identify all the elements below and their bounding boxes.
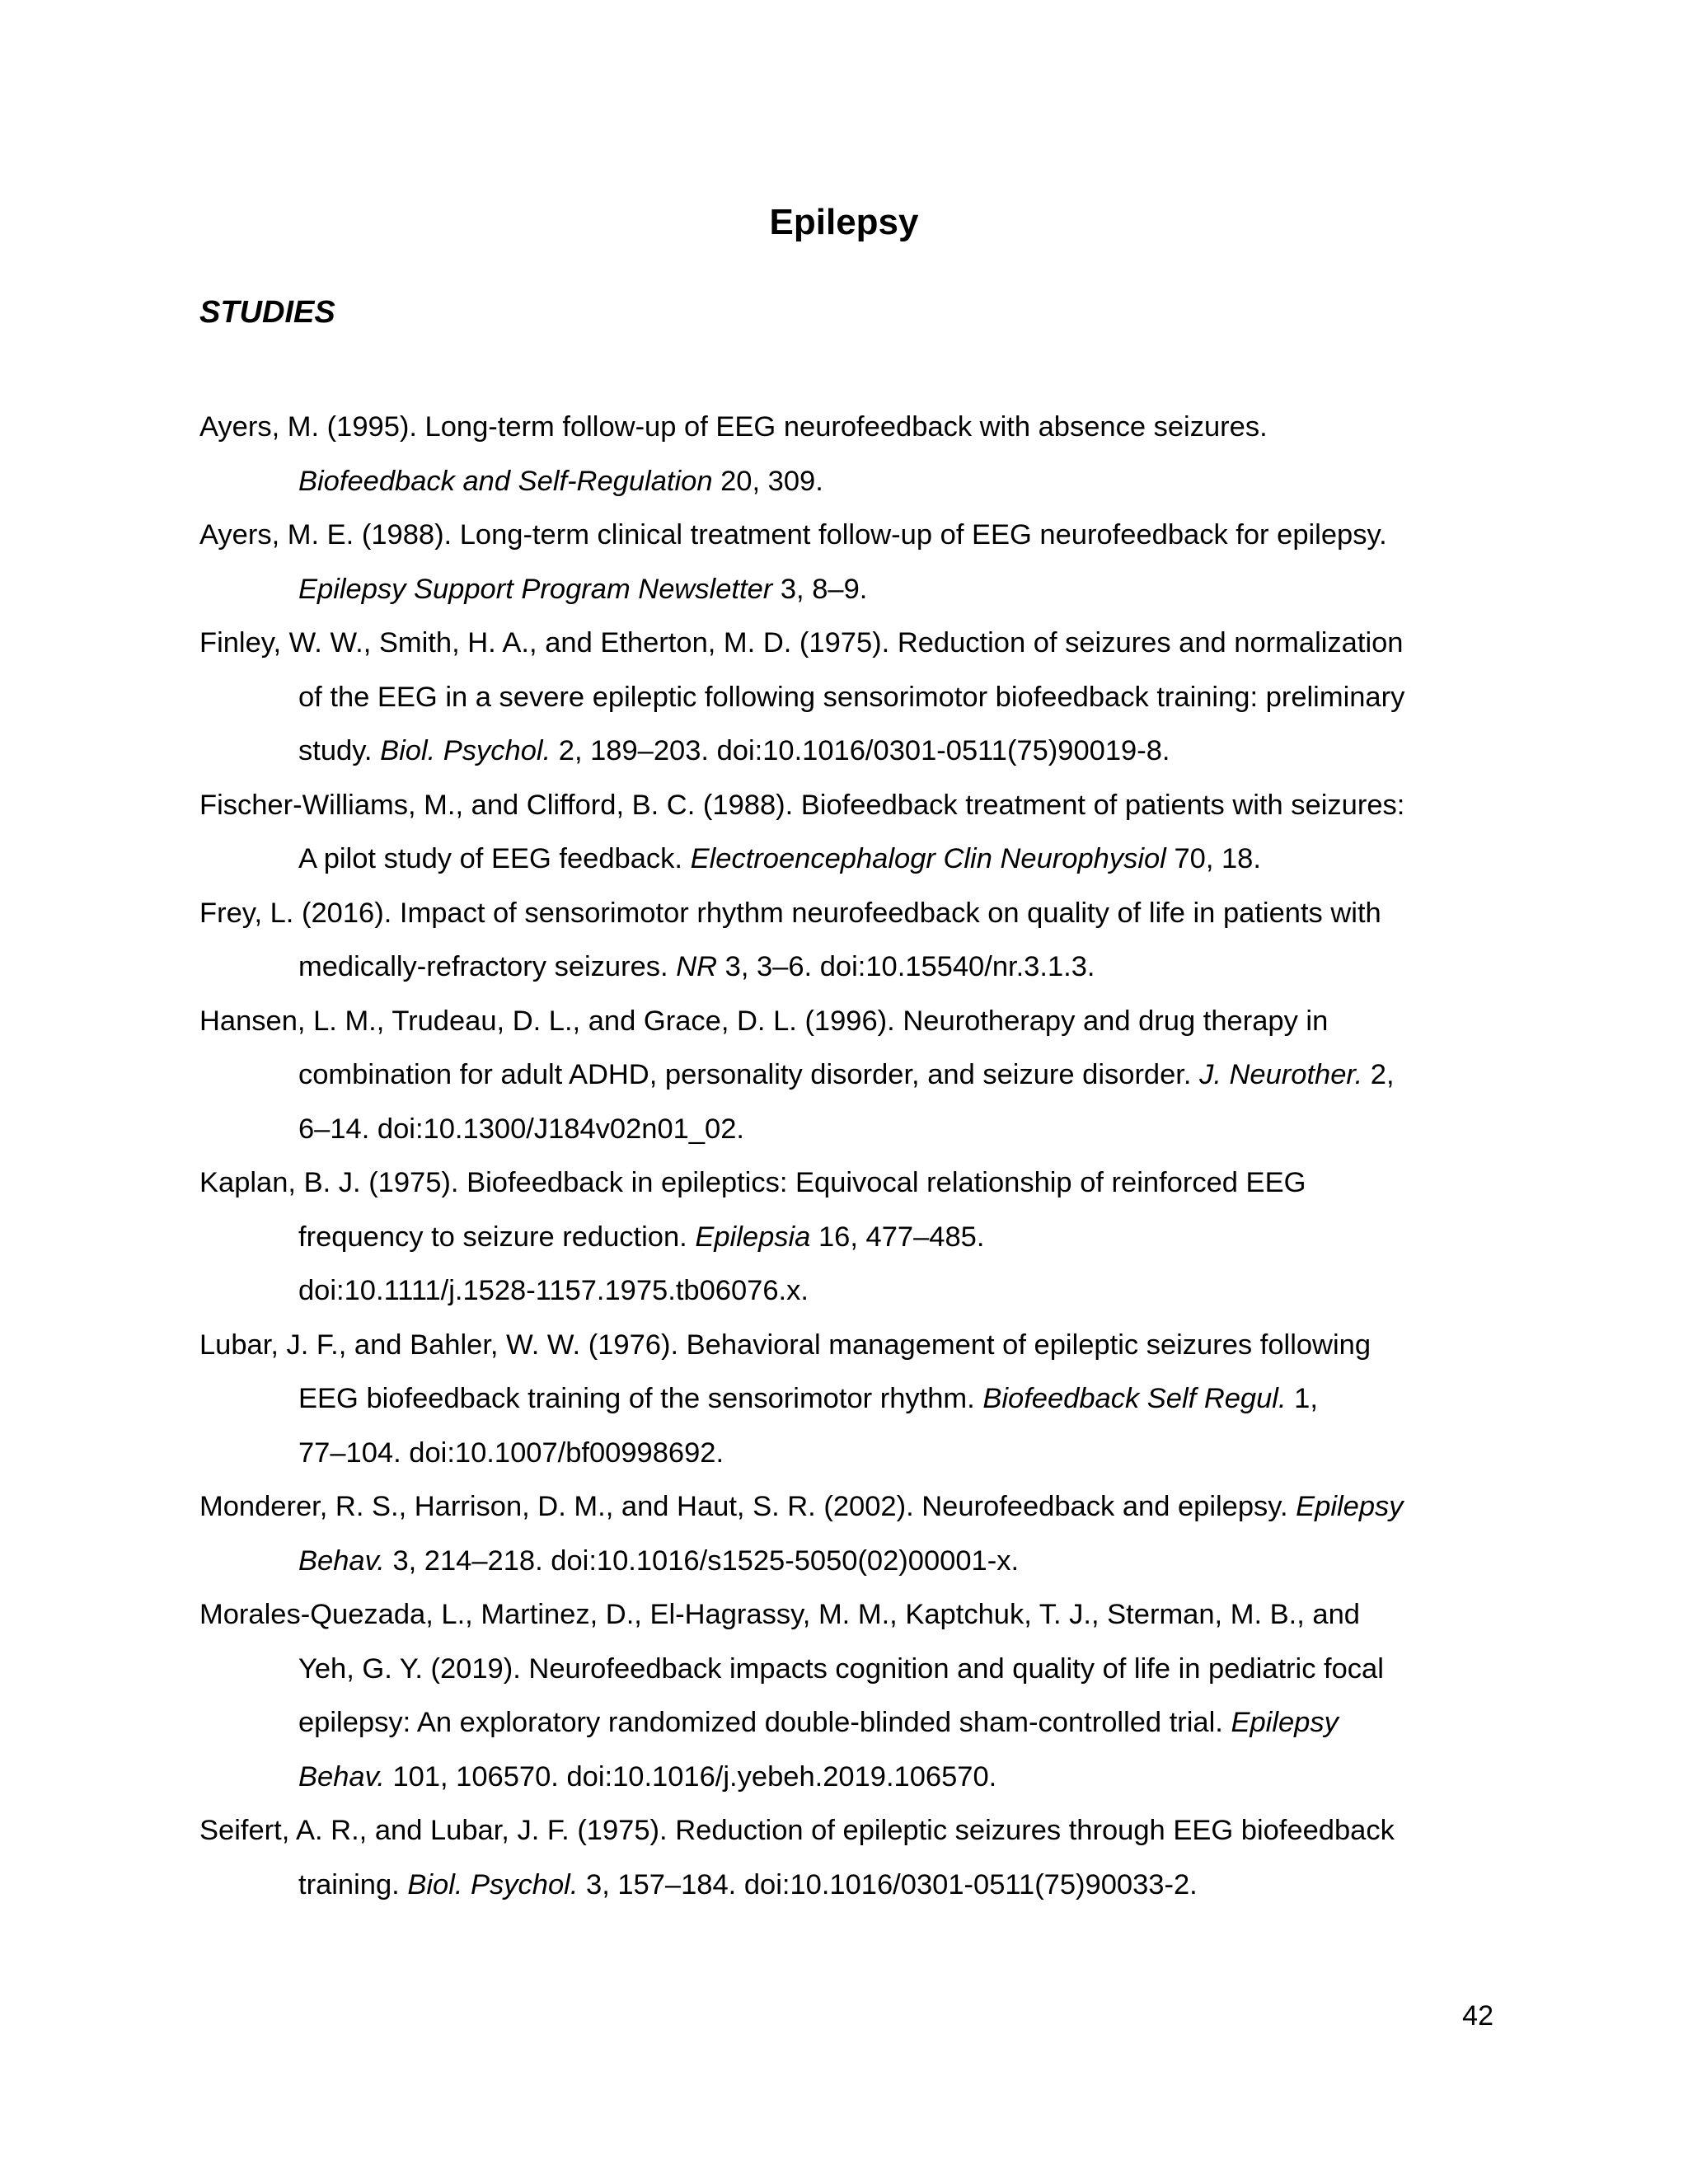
reference-text: medically-refractory seizures. bbox=[298, 951, 677, 982]
reference-text: EEG biofeedback training of the sensorimotor rhythm. bbox=[298, 1383, 983, 1414]
reference-text: 3, 214–218. doi:10.1016/s1525-5050(02)00001-x. bbox=[384, 1544, 1020, 1577]
reference-text: A pilot study of EEG feedback. bbox=[298, 843, 691, 874]
reference-entry bbox=[199, 887, 1502, 995]
reference-line bbox=[298, 1696, 1502, 1750]
reference-text: 16, 477–485. bbox=[810, 1221, 985, 1253]
reference-line bbox=[199, 779, 1502, 833]
reference-line bbox=[199, 1319, 1502, 1373]
reference-text: Yeh, G. Y. (2019). Neurofeedback impacts cognition and quality of life in pediatric focal bbox=[298, 1652, 1384, 1685]
reference-line bbox=[298, 832, 1502, 887]
reference-italic-text: Epilepsy bbox=[1231, 1707, 1339, 1738]
reference-entry bbox=[199, 995, 1502, 1157]
reference-text: 3, 3–6. doi:10.15540/nr.3.1.3. bbox=[717, 951, 1095, 982]
reference-text: frequency to seizure reduction. bbox=[298, 1221, 696, 1253]
reference-text: Finley, W. W., Smith, H. A., and Etherton, M. D. (1975). Reduction of seizures and normalization bbox=[199, 627, 1404, 658]
reference-list bbox=[199, 401, 1502, 1912]
reference-line bbox=[199, 616, 1502, 671]
reference-text: 3, 157–184. doi:10.1016/0301-0511(75)90033-2. bbox=[578, 1868, 1198, 1900]
reference-text: doi:10.1111/j.1528-1157.1975.tb06076.x. bbox=[298, 1275, 809, 1306]
reference-text: training. bbox=[298, 1868, 408, 1900]
reference-text: 3, 8–9. bbox=[772, 573, 868, 605]
reference-line bbox=[298, 940, 1502, 995]
reference-line bbox=[298, 671, 1502, 725]
page-number: 42 bbox=[1462, 2000, 1493, 2032]
reference-line bbox=[298, 1535, 1502, 1589]
reference-text: Morales-Quezada, L., Martinez, D., El-Hagrassy, M. M., Kaptchuk, T. J., Sterman, M. B., and bbox=[199, 1599, 1360, 1630]
reference-entry bbox=[199, 509, 1502, 616]
reference-line bbox=[298, 1103, 1502, 1157]
reference-line bbox=[199, 1480, 1502, 1535]
reference-line bbox=[298, 455, 1502, 509]
page-title: Epilepsy bbox=[769, 202, 919, 242]
reference-line bbox=[298, 1211, 1502, 1265]
reference-italic-text: Behav. bbox=[298, 1760, 385, 1793]
reference-line bbox=[298, 1372, 1502, 1427]
reference-italic-text: Biol. Psychol. bbox=[380, 735, 551, 766]
reference-italic-text: Epilepsia bbox=[695, 1221, 811, 1253]
reference-text: combination for adult ADHD, personality disorder, and seizure disorder. bbox=[298, 1059, 1200, 1090]
reference-line bbox=[298, 1048, 1502, 1103]
reference-line bbox=[199, 995, 1502, 1049]
reference-line bbox=[298, 1643, 1502, 1697]
reference-line bbox=[199, 509, 1502, 563]
reference-italic-text: Biofeedback Self Regul. bbox=[982, 1383, 1287, 1414]
reference-italic-text: J. Neurother. bbox=[1199, 1059, 1363, 1090]
reference-line bbox=[298, 563, 1502, 617]
reference-line bbox=[199, 401, 1502, 455]
reference-text: 2, 189–203. doi:10.1016/0301-0511(75)90019-8. bbox=[551, 735, 1170, 766]
reference-italic-text: Electroencephalogr Clin Neurophysiol bbox=[690, 843, 1166, 874]
reference-italic-text: Epilepsy Support Program Newsletter bbox=[298, 573, 773, 605]
reference-text: epilepsy: An exploratory randomized double-blinded sham-controlled trial. bbox=[298, 1707, 1231, 1738]
reference-entry bbox=[199, 1480, 1502, 1588]
reference-text: study. bbox=[298, 735, 381, 766]
reference-line bbox=[298, 1750, 1502, 1805]
section-heading-studies: STUDIES bbox=[199, 295, 335, 330]
reference-text: Monderer, R. S., Harrison, D. M., and Haut, S. R. (2002). Neurofeedback and epilepsy. bbox=[199, 1491, 1296, 1522]
reference-line bbox=[298, 1264, 1502, 1319]
reference-text: Kaplan, B. J. (1975). Biofeedback in epileptics: Equivocal relationship of reinforced EEG bbox=[199, 1167, 1306, 1198]
reference-text: Ayers, M. E. (1988). Long-term clinical treatment follow-up of EEG neurofeedback for epilepsy. bbox=[199, 519, 1387, 551]
reference-text: 101, 106570. doi:10.1016/j.yebeh.2019.106570. bbox=[384, 1760, 997, 1793]
reference-text: Lubar, J. F., and Bahler, W. W. (1976). Behavioral management of epileptic seizures following bbox=[199, 1329, 1372, 1361]
reference-italic-text: NR bbox=[676, 951, 718, 982]
reference-text: 77–104. doi:10.1007/bf00998692. bbox=[298, 1436, 724, 1469]
reference-text: 1, bbox=[1286, 1383, 1318, 1414]
reference-italic-text: Epilepsy bbox=[1296, 1491, 1404, 1522]
reference-line bbox=[298, 1858, 1502, 1913]
reference-text: 2, bbox=[1362, 1059, 1395, 1090]
reference-entry bbox=[199, 779, 1502, 887]
reference-text: Seifert, A. R., and Lubar, J. F. (1975). Reduction of epileptic seizures through EEG biofeedback bbox=[199, 1815, 1395, 1846]
reference-entry bbox=[199, 1804, 1502, 1912]
reference-entry bbox=[199, 401, 1502, 509]
reference-italic-text: Behav. bbox=[298, 1544, 385, 1577]
reference-text: Frey, L. (2016). Impact of sensorimotor rhythm neurofeedback on quality of life in patients with bbox=[199, 897, 1381, 929]
reference-text: 20, 309. bbox=[712, 465, 823, 497]
reference-text: Fischer-Williams, M., and Clifford, B. C. (1988). Biofeedback treatment of patients with seizures: bbox=[199, 789, 1405, 821]
reference-line bbox=[199, 1156, 1502, 1211]
reference-entry bbox=[199, 616, 1502, 779]
reference-text: 6–14. doi:10.1300/J184v02n01_02. bbox=[298, 1113, 744, 1145]
reference-text: 70, 18. bbox=[1165, 843, 1261, 874]
reference-text: Ayers, M. (1995). Long-term follow-up of EEG neurofeedback with absence seizures. bbox=[199, 411, 1268, 443]
reference-text: of the EEG in a severe epileptic following sensorimotor biofeedback training: preliminary bbox=[298, 681, 1405, 713]
reference-entry bbox=[199, 1156, 1502, 1319]
reference-line bbox=[298, 724, 1502, 779]
reference-text: Hansen, L. M., Trudeau, D. L., and Grace, D. L. (1996). Neurotherapy and drug therapy in bbox=[199, 1005, 1329, 1037]
reference-line bbox=[199, 1804, 1502, 1858]
reference-line bbox=[199, 1588, 1502, 1643]
reference-entry bbox=[199, 1319, 1502, 1481]
reference-line bbox=[298, 1427, 1502, 1481]
reference-italic-text: Biol. Psychol. bbox=[407, 1868, 579, 1900]
reference-entry bbox=[199, 1588, 1502, 1804]
reference-line bbox=[199, 887, 1502, 941]
reference-italic-text: Biofeedback and Self-Regulation bbox=[298, 465, 713, 497]
